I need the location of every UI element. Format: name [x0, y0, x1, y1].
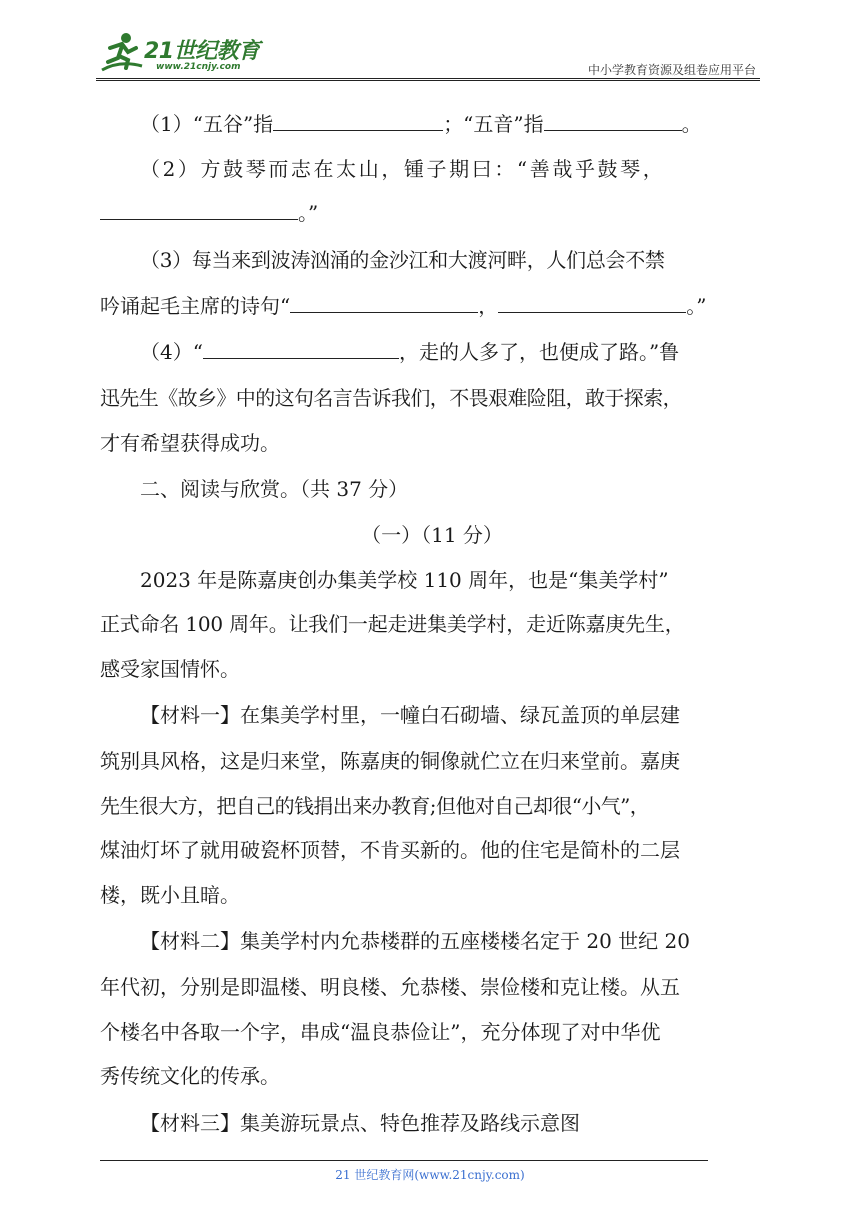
logo-text: 21世纪教育: [144, 39, 260, 64]
subsection-title: [100, 513, 764, 558]
material-2: [100, 1010, 764, 1055]
site-logo: [96, 30, 296, 80]
material-2-line: 个楼名中各取一个字，串成“温良恭俭让”，充分体现了对中华优: [100, 1019, 661, 1044]
material-1: [100, 873, 764, 918]
section-2-title: [100, 465, 764, 513]
question-1: [100, 102, 764, 147]
subsection-title-text: （一）（11 分）: [361, 523, 503, 547]
q4-text: ，走的人多了，也便成了路。”鲁: [398, 340, 680, 364]
q3-text: 吟诵起毛主席的诗句“: [100, 293, 291, 318]
material-1: [100, 784, 764, 829]
material-2-line: 【材料二】集美学村内允恭楼群的五座楼楼名定于 20 世纪 20: [140, 929, 690, 953]
material-1: [100, 691, 764, 739]
logo-url: www.21cnjy.com: [156, 62, 241, 72]
q3-text: 。”: [686, 293, 707, 318]
answer-blank[interactable]: [100, 197, 298, 220]
intro-line: 2023 年是陈嘉庚创办集美学校 110 周年，也是“集美学村”: [140, 567, 669, 592]
question-4-line1: [100, 328, 764, 376]
material-3-line: 【材料三】集美游玩景点、特色推荐及路线示意图: [140, 1110, 580, 1135]
q4-text: （4）“: [140, 340, 203, 364]
q4-text: 才有希望获得成功。: [100, 430, 280, 455]
intro-line: 正式命名 100 周年。让我们一起走进集美学村，走近陈嘉庚先生，: [100, 612, 685, 636]
section-title-text: 二、阅读与欣赏。（共 37 分）: [140, 477, 409, 501]
question-4-line2: [100, 376, 764, 421]
q2-text: （2）方鼓琴而志在太山，锺子期曰：“善哉乎鼓琴，: [140, 156, 666, 181]
answer-blank[interactable]: [290, 290, 478, 313]
page-footer: [0, 1166, 860, 1183]
material-1-line: 筑别具风格，这是归来堂，陈嘉庚的铜像就伫立在归来堂前。嘉庚: [100, 749, 680, 773]
q4-text: 迅先生《故乡》中的这句名言告诉我们，不畏艰难险阻，敢于探索，: [100, 386, 682, 410]
answer-blank[interactable]: [273, 108, 443, 131]
question-4-line3: [100, 421, 764, 466]
document-body: [100, 102, 764, 1147]
q3-text: （3）每当来到波涛汹涌的金沙江和大渡河畔，人们总会不禁: [140, 247, 665, 272]
q3-text: ，: [478, 293, 499, 318]
material-1: [100, 739, 764, 784]
q1-text: （1）“五谷”指: [140, 112, 274, 136]
question-2-line1: [100, 147, 764, 192]
material-2: [100, 1054, 764, 1099]
answer-blank[interactable]: [498, 290, 686, 313]
q1-text: 。: [681, 112, 702, 136]
platform-name: 中小学教育资源及组卷应用平台: [587, 63, 756, 77]
q2-text: 。”: [298, 201, 319, 225]
material-2: [100, 917, 764, 965]
material-2-line: 秀传统文化的传承。: [100, 1064, 280, 1088]
intro-line: 感受家国情怀。: [100, 656, 240, 681]
intro-paragraph: [100, 558, 764, 603]
material-3: [100, 1099, 764, 1147]
material-2: [100, 965, 764, 1010]
material-1-line: 煤油灯坏了就用破瓷杯顶替，不肯买新的。他的住宅是简朴的二层: [100, 838, 680, 862]
question-3-line2: [100, 284, 764, 329]
q1-text: ；“五音”指: [443, 112, 544, 136]
intro-paragraph: [100, 602, 764, 647]
answer-blank[interactable]: [203, 336, 399, 359]
material-1-line: 【材料一】在集美学村里，一幢白石砌墙、绿瓦盖顶的单层建: [140, 703, 680, 727]
footer-divider: [100, 1160, 708, 1161]
intro-paragraph: [100, 647, 764, 692]
header-divider: [96, 78, 760, 81]
material-1-line: 楼，既小且暗。: [100, 882, 240, 907]
runner-logo-icon: [96, 30, 146, 76]
material-2-line: 年代初，分别是即温楼、明良楼、允恭楼、崇俭楼和克让楼。从五: [100, 975, 680, 999]
footer-text[interactable]: 21 世纪教育网(www.21cnjy.com): [335, 1168, 525, 1182]
page-header: [96, 30, 760, 82]
material-1: [100, 828, 764, 873]
question-2-line2: [100, 191, 764, 236]
material-1-line: 先生很大方，把自己的钱捐出来办教育;但他对自己却很“小气”，: [100, 793, 650, 818]
question-3-line1: [100, 236, 764, 284]
answer-blank[interactable]: [544, 108, 682, 131]
